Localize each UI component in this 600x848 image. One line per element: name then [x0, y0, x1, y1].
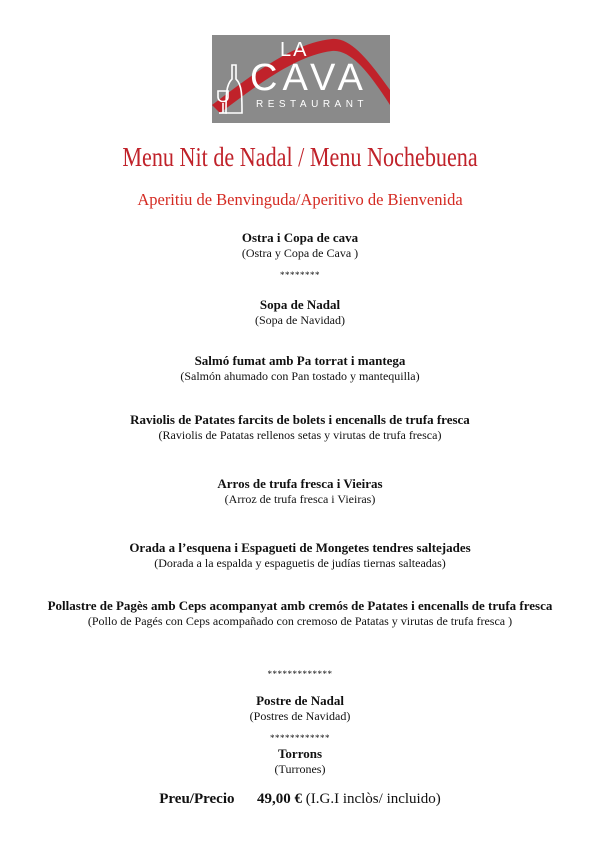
dish-name-spanish: (Raviolis de Patatas rellenos setas y virutas de trufa fresca) [158, 428, 442, 442]
dish-name-catalan: Raviolis de Patates farcits de bolets i encenalls de trufa fresca [130, 412, 470, 427]
separator: ************* [267, 669, 333, 679]
dish-item [20, 476, 580, 507]
price-label: Preu/Precio [159, 791, 235, 807]
dish-name-catalan: Ostra i Copa de cava [241, 230, 359, 245]
dish-item [20, 412, 580, 443]
dish-name-catalan: Torrons [277, 746, 323, 761]
dish-item [20, 230, 580, 261]
dish-item [20, 297, 580, 328]
dish-name-spanish: (Sopa de Navidad) [255, 313, 345, 327]
logo-text-restaurant: RESTAURANT [256, 99, 369, 110]
dish-item [20, 746, 580, 777]
dish-item [20, 540, 580, 571]
dish-name-spanish: (Dorada a la espalda y espaguetis de judías tiernas salteadas) [154, 556, 446, 570]
dish-name-spanish: (Pollo de Pagés con Ceps acompañado con cremoso de Patatas y virutas de trufa fresca ) [87, 614, 513, 628]
logo-text-cava: CAVA [250, 57, 368, 99]
menu-subtitle: Aperitiu de Benvinguda/Aperitivo de Bienvenida [137, 190, 463, 209]
dish-name-spanish: (Arroz de trufa fresca i Vieiras) [224, 492, 376, 506]
logo-text-la: LA [280, 39, 309, 61]
restaurant-logo [212, 35, 390, 123]
dish-item [20, 353, 580, 384]
dish-name-catalan: Postre de Nadal [256, 693, 344, 708]
price-tax-note: (I.G.I inclòs/ incluido) [305, 791, 441, 807]
dish-name-catalan: Salmó fumat amb Pa torrat i mantega [194, 353, 406, 368]
separator: ************ [270, 733, 330, 743]
dish-item [20, 693, 580, 724]
dish-name-catalan: Pollastre de Pagès amb Ceps acompanyat amb cremós de Patates i encenalls de trufa fresca [47, 598, 553, 613]
dish-name-catalan: Arros de trufa fresca i Vieiras [217, 476, 383, 491]
dish-name-catalan: Sopa de Nadal [259, 297, 341, 312]
dish-name-spanish: (Salmón ahumado con Pan tostado y mantequilla) [180, 369, 420, 383]
separator: ******** [280, 270, 320, 280]
price-amount: 49,00 € [257, 791, 302, 807]
dish-name-spanish: (Turrones) [274, 762, 326, 776]
menu-title: Menu Nit de Nadal / Menu Nochebuena [122, 142, 478, 172]
dish-name-spanish: (Ostra y Copa de Cava ) [241, 246, 359, 260]
price-line [0, 791, 600, 808]
dish-name-spanish: (Postres de Navidad) [249, 709, 351, 723]
dish-item [20, 598, 580, 629]
dish-name-catalan: Orada a l’esquena i Espagueti de Mongetes tendres saltejades [129, 540, 471, 555]
